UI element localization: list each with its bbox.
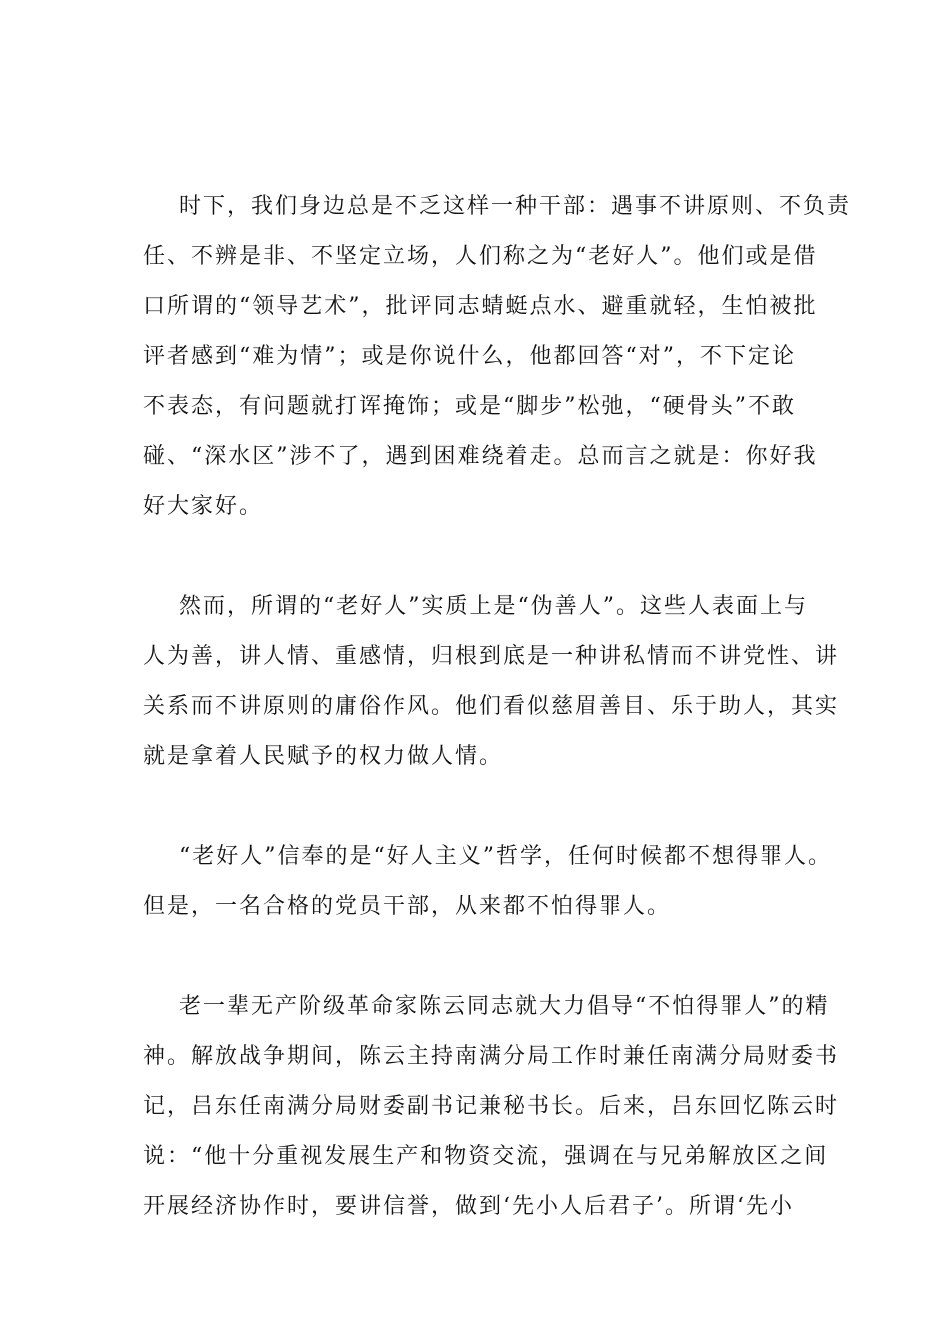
paragraph-3 (143, 832, 832, 932)
text-line: 然而，所谓的“老好人”实质上是“伪善人”。这些人表面上与 (179, 594, 808, 619)
paragraph-1 (143, 182, 852, 532)
text-line: 神。解放战争期间，陈云主持南满分局工作时兼任南满分局财委书 (143, 1044, 840, 1069)
text-line: 评者感到“难为情”；或是你说什么，他都回答“对”，不下定论 (143, 344, 796, 369)
text-line: 但是，一名合格的党员干部，从来都不怕得罪人。 (143, 894, 672, 919)
text-line: 说：“他十分重视发展生产和物资交流，强调在与兄弟解放区之间 (143, 1144, 829, 1169)
paragraph-2 (143, 582, 840, 782)
text-line: 不表态，有问题就打诨掩饰；或是“脚步”松弛，“硬骨头”不敢 (143, 394, 796, 419)
paragraph-4 (143, 982, 840, 1232)
text-line: 任、不辨是非、不坚定立场，人们称之为“老好人”。他们或是借 (143, 244, 818, 269)
text-line: 口所谓的“领导艺术”，批评同志蜻蜓点水、避重就轻，生怕被批 (143, 294, 818, 319)
text-line: 时下，我们身边总是不乏这样一种干部：遇事不讲原则、不负责 (179, 194, 852, 219)
text-line: 人为善，讲人情、重感情，归根到底是一种讲私情而不讲党性、讲 (143, 644, 840, 669)
text-line: 记，吕东任南满分局财委副书记兼秘书长。后来，吕东回忆陈云时 (143, 1094, 840, 1119)
text-line: 关系而不讲原则的庸俗作风。他们看似慈眉善目、乐于助人，其实 (143, 694, 840, 719)
text-line: 碰、“深水区”涉不了，遇到困难绕着走。总而言之就是：你好我 (143, 444, 818, 469)
text-line: 就是拿着人民赋予的权力做人情。 (143, 744, 504, 769)
text-line: “老好人”信奉的是“好人主义”哲学，任何时候都不想得罪人。 (179, 844, 832, 869)
text-line: 老一辈无产阶级革命家陈云同志就大力倡导“不怕得罪人”的精 (179, 994, 830, 1019)
document-body (143, 182, 852, 1232)
text-line: 好大家好。 (143, 494, 264, 519)
text-line: 开展经济协作时，要讲信誉，做到‘先小人后君子’。所谓‘先小 (143, 1194, 794, 1219)
